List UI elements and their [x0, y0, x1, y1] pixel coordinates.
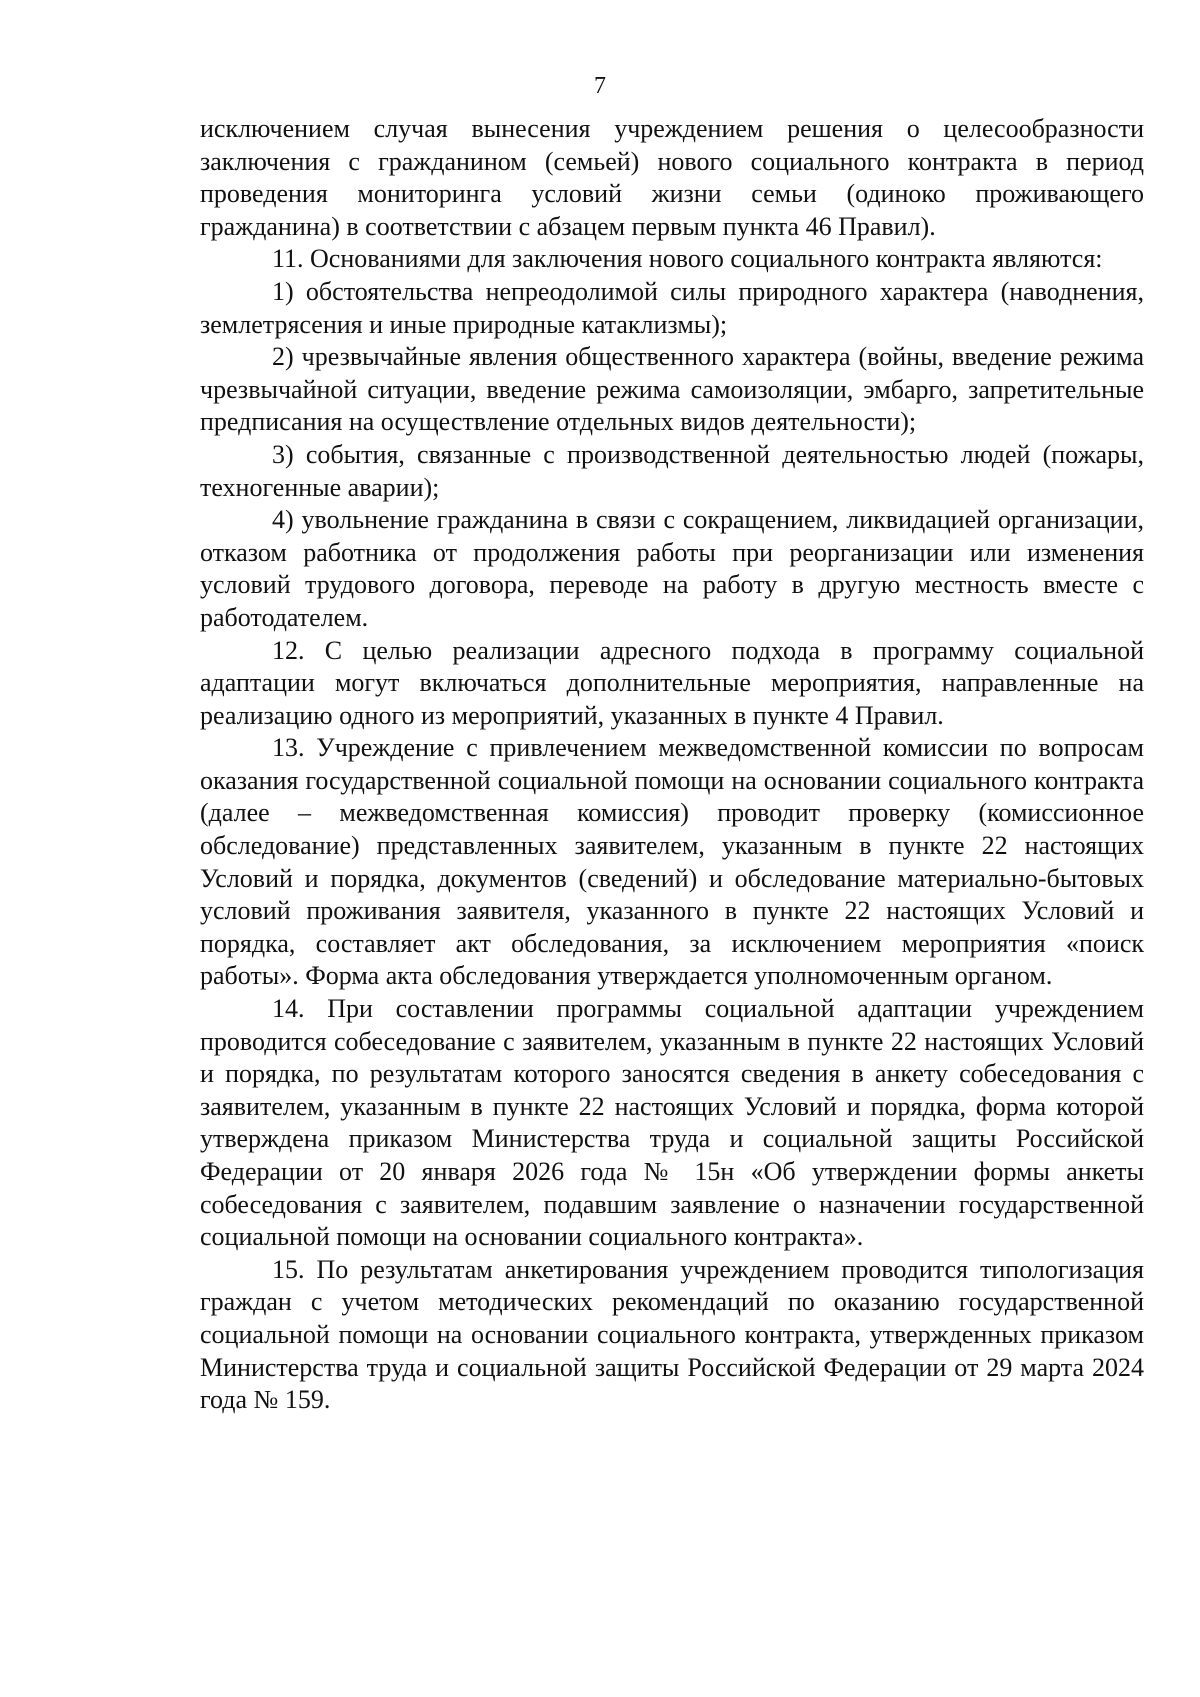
list-item-1: 1) обстоятельства непреодолимой силы природного характера (наводнения, землетрясения и иные природные катаклизмы); [200, 276, 1144, 339]
paragraph-clause-15: 15. По результатам анкетирования учреждением проводится типологизация граждан с учетом методических рекомендаций по оказанию государственной социальной помощи на основании социального контракта, утвержденных приказом Министерства труда и социальной защиты Российской Федерации от 29 марта 2024 года № 159. [200, 1254, 1144, 1415]
paragraph-clause-12: 12. С целью реализации адресного подхода в программу социальной адаптации могут включаться дополнительные мероприятия, направленные на реализацию одного из мероприятий, указанных в пункте 4 Правил. [200, 635, 1144, 730]
document-body [200, 113, 1144, 1417]
page-number: 7 [594, 73, 606, 99]
list-item-2: 2) чрезвычайные явления общественного характера (войны, введение режима чрезвычайной ситуации, введение режима самоизоляции, эмбарго, запретительные предписания на осуществление отдельных видов деятельности); [200, 342, 1144, 437]
paragraph-clause-14: 14. При составлении программы социальной адаптации учреждением проводится собеседование с заявителем, указанным в пункте 22 настоящих Условий и порядка, по результатам которого заносятся сведения в анкету собеседования с заявителем, указанным в пункте 22 настоящих Условий и порядка, форма которой утверждена приказом Министерства труда и социальной защиты Российской Федерации от 20 января 2026 года № 15н «Об утверждении формы анкеты собеседования с заявителем, подавшим заявление о назначении государственной социальной помощи на основании социального контракта». [200, 994, 1144, 1252]
list-item-4: 4) увольнение гражданина в связи с сокращением, ликвидацией организации, отказом работника от продолжения работы при реорганизации или изменения условий трудового договора, переводе на работу в другую местность вместе с работодателем. [200, 505, 1144, 632]
list-item-3: 3) события, связанные с производственной деятельностью людей (пожары, техногенные аварии); [200, 439, 1144, 502]
paragraph-clause-13: 13. Учреждение с привлечением межведомственной комиссии по вопросам оказания государственной социальной помощи на основании социального контракта (далее – межведомственная комиссия) проводит проверку (комиссионное обследование) представленных заявителем, указанным в пункте 22 настоящих Условий и порядка, документов (сведений) и обследование материально-бытовых условий проживания заявителя, указанного в пункте 22 настоящих Условий и порядка, составляет акт обследования, за исключением мероприятия «поиск работы». Форма акта обследования утверждается уполномоченным органом. [200, 733, 1144, 991]
paragraph-continuation: исключением случая вынесения учреждением решения о целесообразности заключения с гражданином (семьей) нового социального контракта в период проведения мониторинга условий жизни семьи (одиноко проживающего гражданина) в соответствии с абзацем первым пункта 46 Правил). [200, 114, 1144, 241]
paragraph-clause-11: 11. Основаниями для заключения нового социального контракта являются: [272, 244, 1103, 274]
